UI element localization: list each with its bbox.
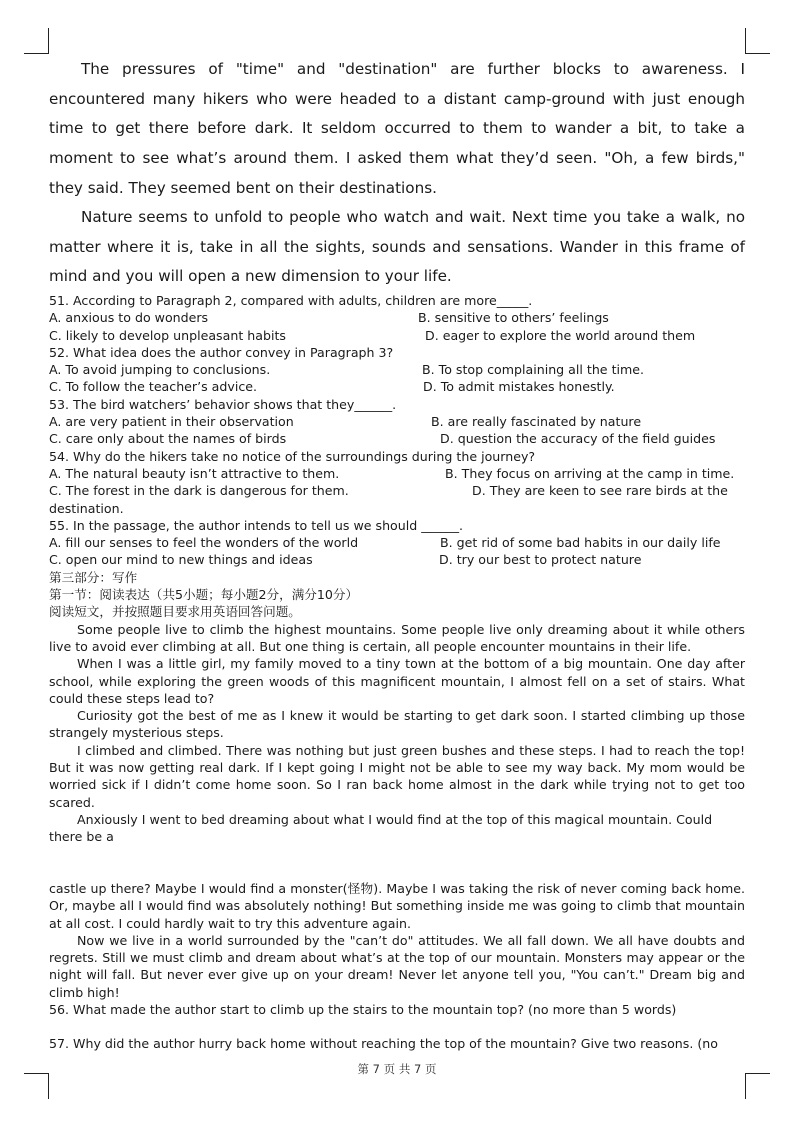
crop-mark-top-left [48, 28, 49, 54]
option-a: A. To avoid jumping to conclusions. [49, 362, 271, 378]
question-stem: 52. What idea does the author convey in Paragraph 3? [49, 344, 394, 360]
option-c: C. To follow the teacher’s advice. [49, 379, 258, 395]
section-title: 第三部分：写作 [49, 569, 138, 585]
question-51 [49, 292, 745, 344]
option-d: D. question the accuracy of the field guides [440, 431, 716, 447]
option-d: D. eager to explore the world around them [425, 327, 696, 343]
option-b: B. get rid of some bad habits in our daily life [440, 535, 721, 551]
option-b: B. are really fascinated by nature [431, 414, 642, 430]
option-a: A. fill our senses to feel the wonders of the world [49, 535, 359, 551]
option-d-continued: destination. [49, 500, 124, 516]
question-54 [49, 448, 745, 517]
question-55 [49, 517, 745, 569]
option-d: D. try our best to protect nature [439, 552, 642, 568]
passage-paragraph: I climbed and climbed. There was nothing but just green bushes and these steps. I had to reach the top! But it was now getting real dark. If I kept going I might not be able to see my way back. My mom would be worried sick if I didn’t come home soon. So I ran back home almost in the dark while trying not to get too scared. [49, 742, 745, 810]
passage-paragraph: When I was a little girl, my family moved to a tiny town at the bottom of a big mountain. One day after school, while exploring the green woods of this magnificent mountain, I almost fell on a set of stairs. What could these steps lead to? [49, 656, 745, 706]
option-c: C. open our mind to new things and ideas [49, 552, 313, 568]
passage-paragraph: castle up there? Maybe I would find a monster(怪物). Maybe I was taking the risk of never coming back home. Or, maybe all I would find was absolutely nothing! But something inside me was going to climb that mountain at all cost. I could hardly wait to try this adventure again. [49, 881, 745, 931]
question-stem: 54. Why do the hikers take no notice of the surroundings during the journey? [49, 448, 536, 464]
passage-paragraph: Anxiously I went to bed dreaming about what I would find at the top of this magical mountain. Could there be a [49, 811, 713, 845]
option-b: B. sensitive to others’ feelings [418, 310, 609, 326]
question-56: 56. What made the author start to climb up the stairs to the mountain top? (no more than 5 words) [49, 1002, 677, 1018]
reading-paragraph: Nature seems to unfold to people who watch and wait. Next time you take a walk, no matter where it is, take in all the sights, sounds and sensations. Wander in this frame of mind and you will open a new dimension to your life. [49, 208, 745, 286]
crop-mark-top-right [745, 53, 770, 54]
question-57: 57. Why did the author hurry back home without reaching the top of the mountain? Give two reasons. (no [49, 1036, 718, 1051]
option-a: A. The natural beauty isn’t attractive to them. [49, 465, 340, 481]
passage [49, 621, 745, 846]
crop-mark-top-right [745, 28, 746, 54]
option-b: B. To stop complaining all the time. [422, 362, 645, 378]
question-stem: 51. According to Paragraph 2, compared with adults, children are more_____. [49, 293, 533, 308]
question-57-block [49, 1035, 745, 1052]
question-53 [49, 396, 745, 448]
question-stem: 55. In the passage, the author intends to tell us we should ______. [49, 517, 464, 533]
option-d: D. They are keen to see rare birds at the [472, 483, 728, 499]
option-a: A. are very patient in their observation [49, 414, 294, 430]
option-a: A. anxious to do wonders [49, 310, 209, 326]
question-stem: 53. The bird watchers’ behavior shows that they______. [49, 396, 397, 412]
subsection-title: 第一节：阅读表达（共5小题；每小题2分，满分10分） [49, 587, 359, 603]
passage-paragraph: Now we live in a world surrounded by the "can’t do" attitudes. We all fall down. We all have doubts and regrets. Still we must climb and dream about what’s at the top of our mountain. Monsters may appear or the night will fall. But never ever give up on your dream! Never let anyone tell you, "You can’t." Dream big and climb high! [49, 932, 745, 1000]
option-c: C. care only about the names of birds [49, 431, 287, 447]
option-d: D. To admit mistakes honestly. [423, 379, 615, 395]
option-c: C. The forest in the dark is dangerous for them. [49, 483, 349, 499]
page-number: 第 7 页 共 7 页 [357, 1062, 437, 1076]
question-52 [49, 344, 745, 396]
crop-mark-top-left [24, 53, 49, 54]
passage-paragraph: Some people live to climb the highest mountains. Some people live only dreaming about it while others live to avoid ever climbing at all. But one thing is certain, all people encounter mountains in their life. [49, 621, 745, 654]
option-c: C. likely to develop unpleasant habits [49, 327, 286, 343]
passage-paragraph: Curiosity got the best of me as I knew it would be starting to get dark soon. I started climbing up those strangely mysterious steps. [49, 708, 745, 741]
instruction: 阅读短文，并按照题目要求用英语回答问题。 [49, 604, 301, 620]
reading-paragraph: The pressures of "time" and "destination" are further blocks to awareness. I encountered many hikers who were headed to a distant camp-ground with just enough time to get there before dark. It seldom occurred to them to wander a bit, to take a moment to see what’s around them. I asked them what they’d seen. "Oh, a few birds," they said. They seemed bent on their destinations. [49, 60, 745, 197]
question-list [49, 292, 745, 846]
option-b: B. They focus on arriving at the camp in time. [445, 465, 735, 481]
passage-continued [49, 880, 745, 1018]
